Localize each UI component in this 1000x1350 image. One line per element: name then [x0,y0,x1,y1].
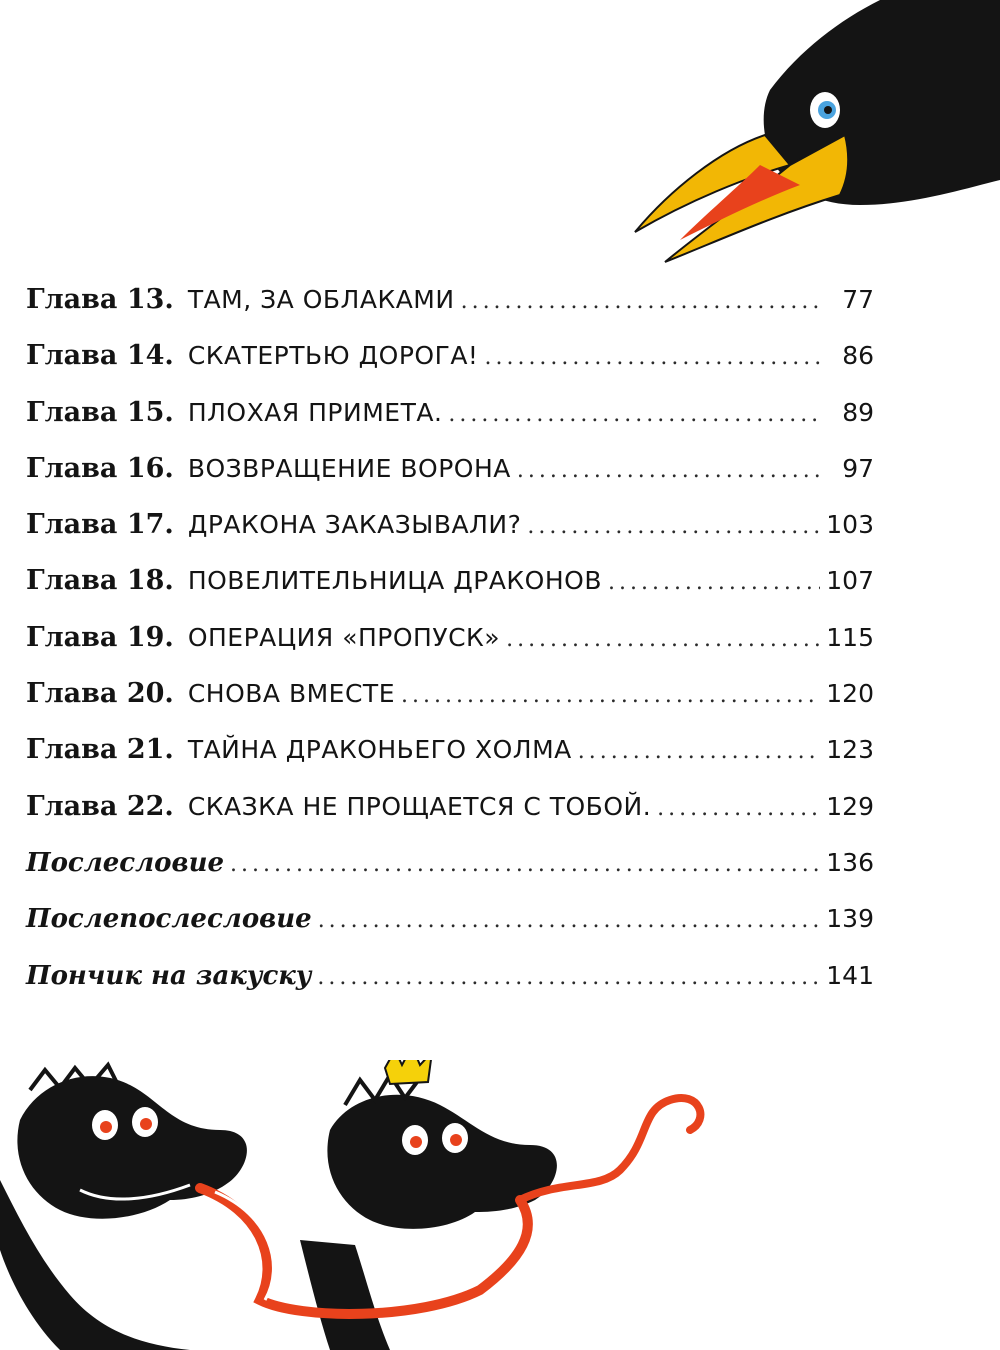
page-number: 115 [826,622,874,652]
page-number: 139 [826,904,874,934]
chapter-label: Глава 16. [26,452,174,484]
chapter-title: ПОВЕЛИТЕЛЬНИЦА ДРАКОНОВ [187,566,602,596]
page-number: 136 [826,847,874,877]
dot-leader [401,668,820,724]
dragons-illustration [0,1060,1000,1350]
chapter-title: ПЛОХАЯ ПРИМЕТА. [187,397,443,427]
chapter-label: Глава 15. [26,396,174,428]
chapter-title: СКАЗКА НЕ ПРОЩАЕТСЯ С ТОБОЙ. [187,791,652,821]
toc-entry[interactable] [26,328,874,384]
chapter-title: ДРАКОНА ЗАКАЗЫВАЛИ? [187,510,522,540]
chapter-label: Глава 13. [26,284,174,315]
dot-leader [448,387,822,443]
toc-entry[interactable] [26,441,874,497]
dot-leader [318,893,821,949]
section-title: Пончик на закуску [26,960,312,991]
crow-illustration [0,0,1000,280]
page-number: 103 [826,510,874,540]
dot-leader [230,837,820,893]
dot-leader [506,612,820,668]
page-number: 89 [842,397,874,427]
toc-entry[interactable] [26,779,874,835]
toc-entry[interactable] [26,553,874,609]
toc-entry[interactable] [26,948,874,1004]
chapter-label: Глава 20. [26,678,174,710]
toc-entry[interactable] [26,835,874,891]
page-number: 141 [826,960,874,990]
toc-entry[interactable] [26,666,874,722]
toc-entry[interactable] [26,497,874,553]
section-title: Послепослесловие [26,904,312,935]
table-of-contents [26,272,874,1004]
page-number: 129 [826,791,874,821]
chapter-label: Глава 18. [26,565,174,597]
page-number: 77 [842,285,874,314]
chapter-title: СНОВА ВМЕСТЕ [187,679,395,709]
chapter-title: ТАМ, ЗА ОБЛАКАМИ [187,285,455,314]
dot-leader [517,443,822,499]
dot-leader [461,274,822,330]
dot-leader [657,781,820,837]
chapter-label: Глава 19. [26,621,174,653]
toc-entry[interactable] [26,385,874,441]
dot-leader [484,330,822,386]
toc-entry[interactable] [26,891,874,947]
dot-leader [317,950,820,1006]
toc-entry[interactable] [26,722,874,778]
chapter-label: Глава 17. [26,509,174,541]
chapter-label: Глава 14. [26,340,174,372]
chapter-title: ВОЗВРАЩЕНИЕ ВОРОНА [187,453,511,483]
dot-leader [608,555,820,611]
page-number: 107 [826,566,874,596]
page-number: 123 [826,735,874,765]
chapter-label: Глава 21. [26,734,174,766]
dot-leader [527,499,820,555]
page-number: 120 [826,679,874,709]
chapter-title: ТАЙНА ДРАКОНЬЕГО ХОЛМА [187,735,572,765]
page-number: 86 [842,341,874,371]
chapter-title: ОПЕРАЦИЯ «ПРОПУСК» [187,622,501,652]
page-number: 97 [842,453,874,483]
section-title: Послесловие [26,847,225,878]
toc-entry[interactable] [26,272,874,328]
toc-entry[interactable] [26,610,874,666]
dot-leader [578,724,821,780]
chapter-label: Глава 22. [26,790,174,822]
chapter-title: СКАТЕРТЬЮ ДОРОГА! [187,341,479,371]
